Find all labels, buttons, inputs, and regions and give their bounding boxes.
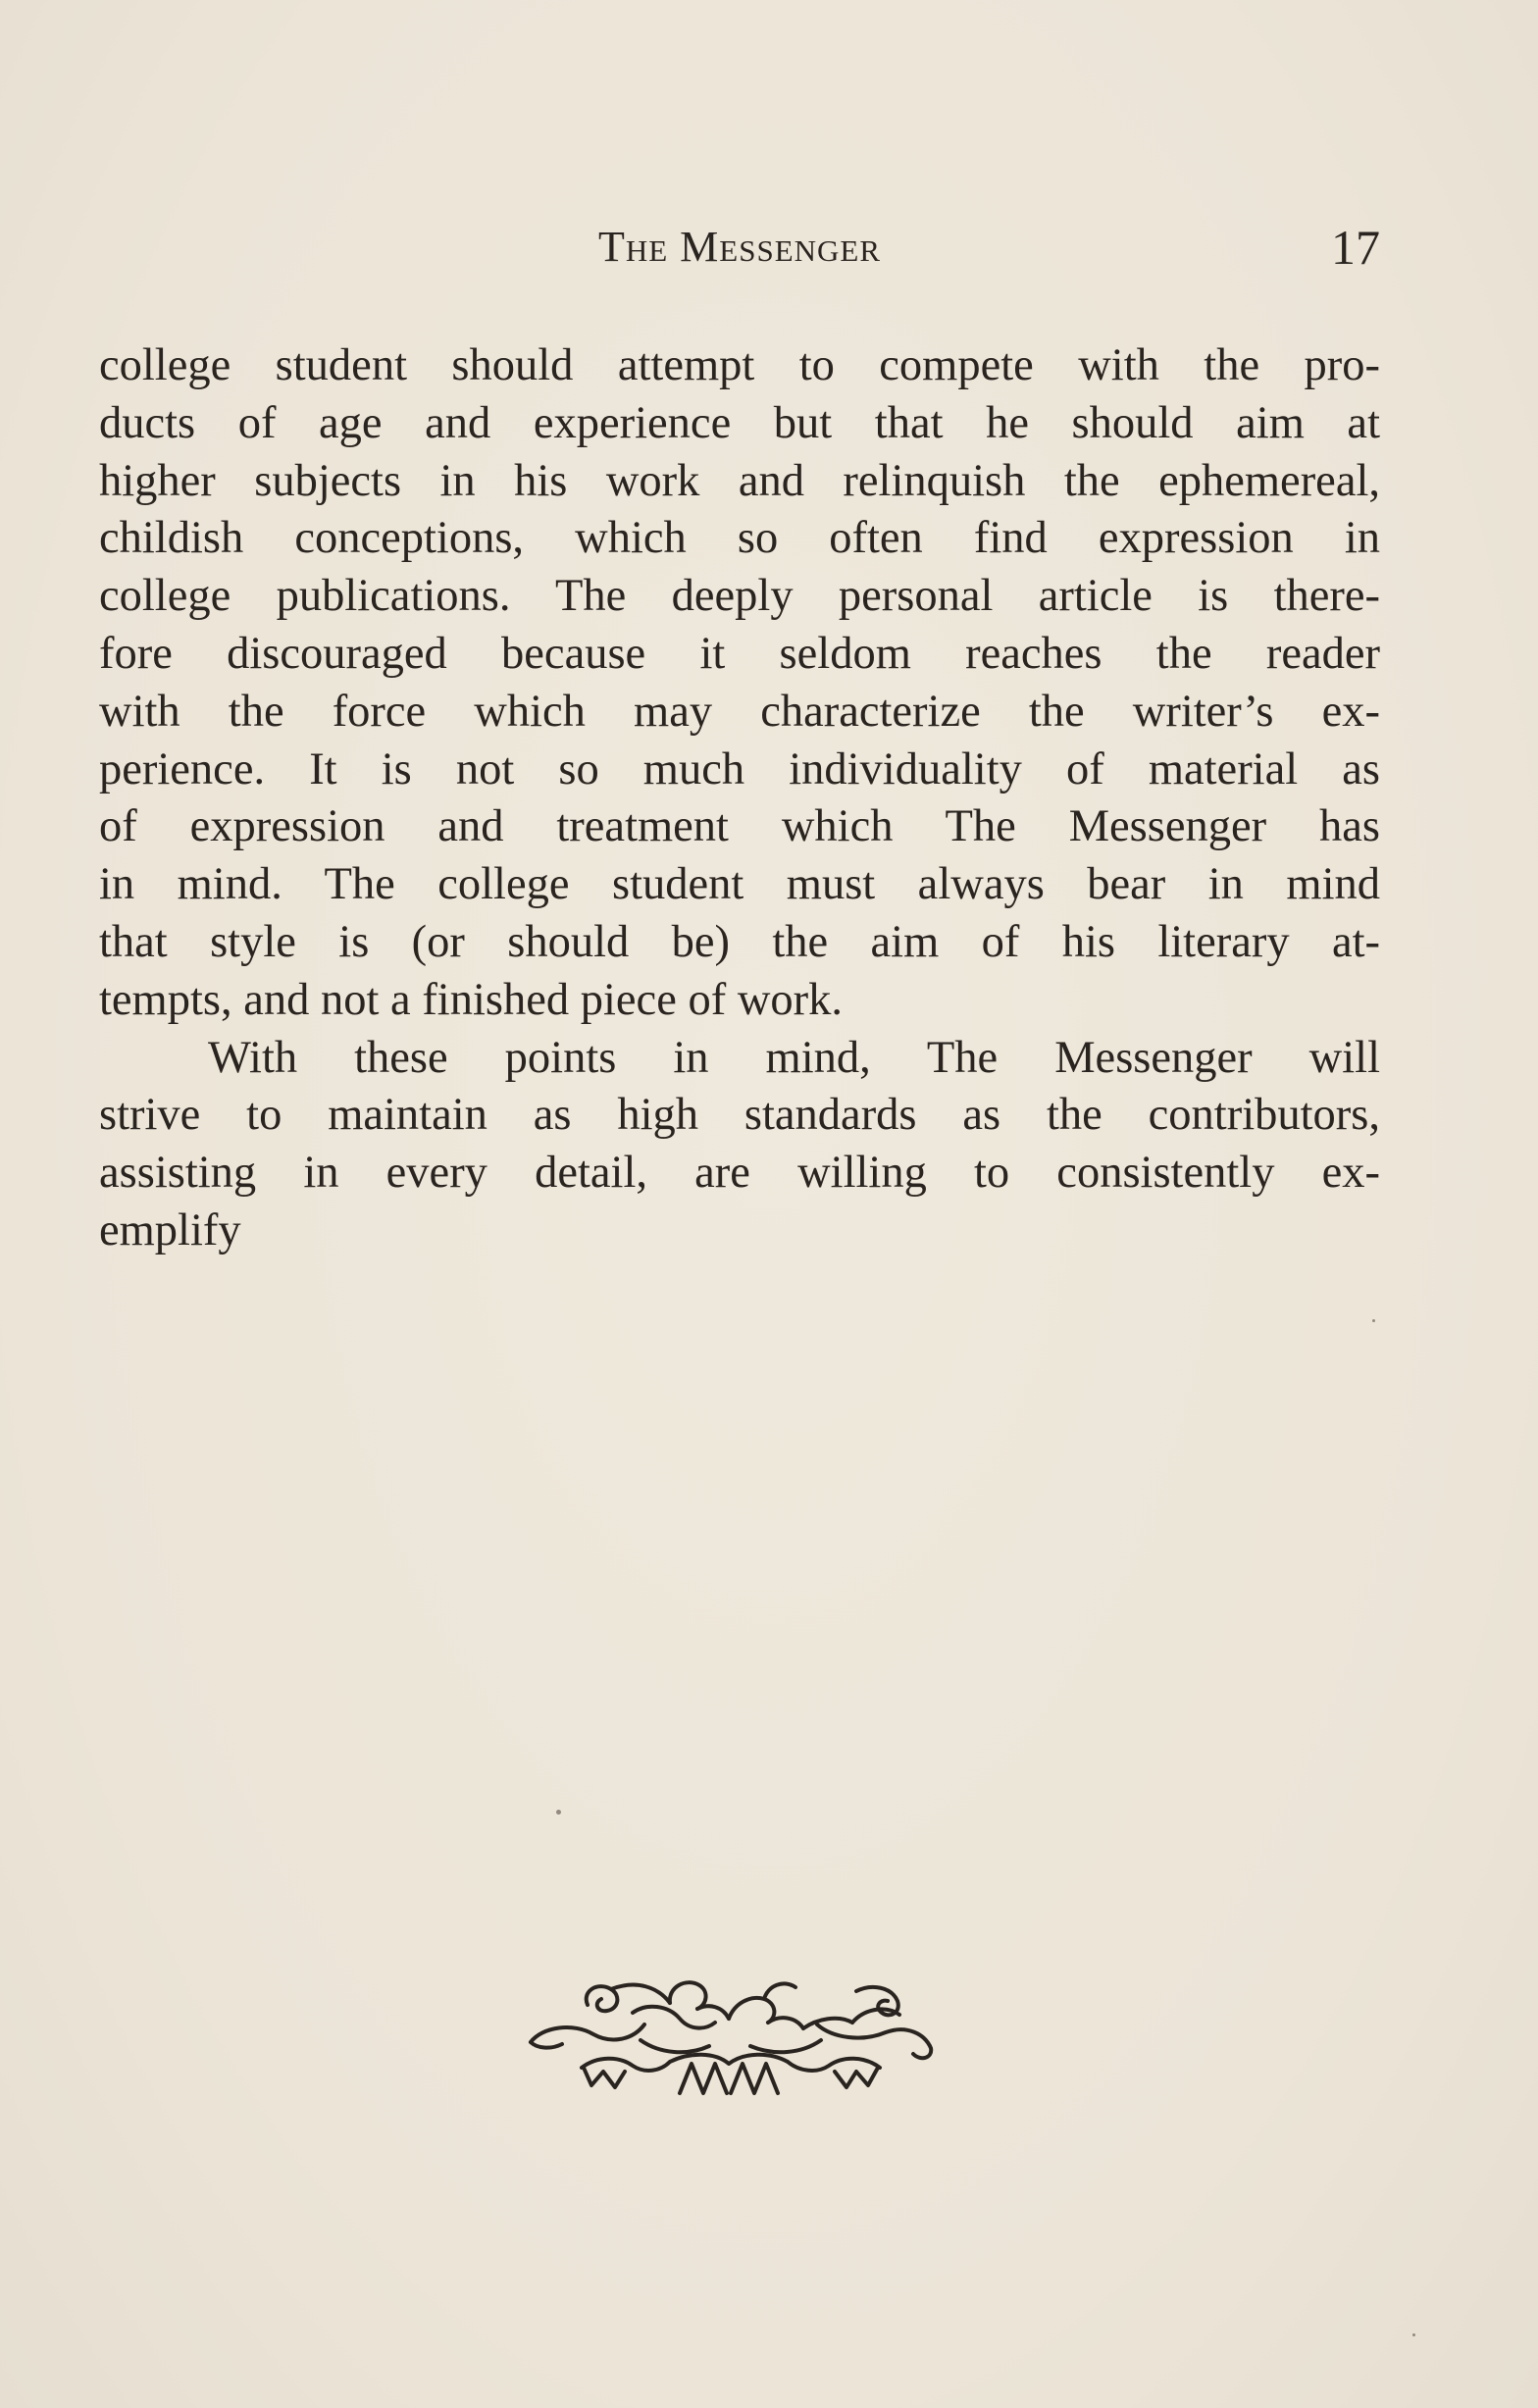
floral-tailpiece-icon [523, 1970, 939, 2102]
text-line: fore discouraged because it seldom reaches the reader [99, 628, 1380, 679]
paper-speck [1372, 1319, 1375, 1322]
text-line: college publications. The deeply personal article is there- [99, 571, 1380, 622]
running-title: The Messenger [597, 223, 882, 271]
text-line: college student should attempt to compete with the pro- [99, 340, 1380, 390]
text-line: with the force which may characterize the writer’s ex- [99, 686, 1380, 737]
text-line: With these points in mind, The Messenger will [208, 1032, 1380, 1083]
paper-speck [556, 1810, 561, 1815]
running-head [99, 218, 1380, 277]
text-line: childish conceptions, which so often find expression in [99, 513, 1380, 564]
text-line: higher subjects in his work and relinquish the ephemereal, [99, 455, 1380, 506]
text-line: strive to maintain as high standards as the contributors, [99, 1090, 1380, 1141]
text-line: in mind. The college student must always bear in mind [99, 859, 1380, 910]
body-text [99, 337, 1380, 1260]
page-number: 17 [1331, 220, 1380, 275]
text-line: emplify [99, 1204, 241, 1255]
text-line: that style is (or should be) the aim of his literary at- [99, 916, 1380, 967]
text-line: tempts, and not a finished piece of work. [99, 974, 844, 1025]
text-line: perience. It is not so much individuality of material as [99, 743, 1380, 794]
text-line: assisting in every detail, are willing to consistently ex- [99, 1148, 1380, 1199]
text-line: of expression and treatment which The Messenger has [99, 801, 1380, 852]
text-line: ducts of age and experience but that he should aim at [99, 397, 1380, 448]
paper-speck [1412, 2333, 1415, 2336]
